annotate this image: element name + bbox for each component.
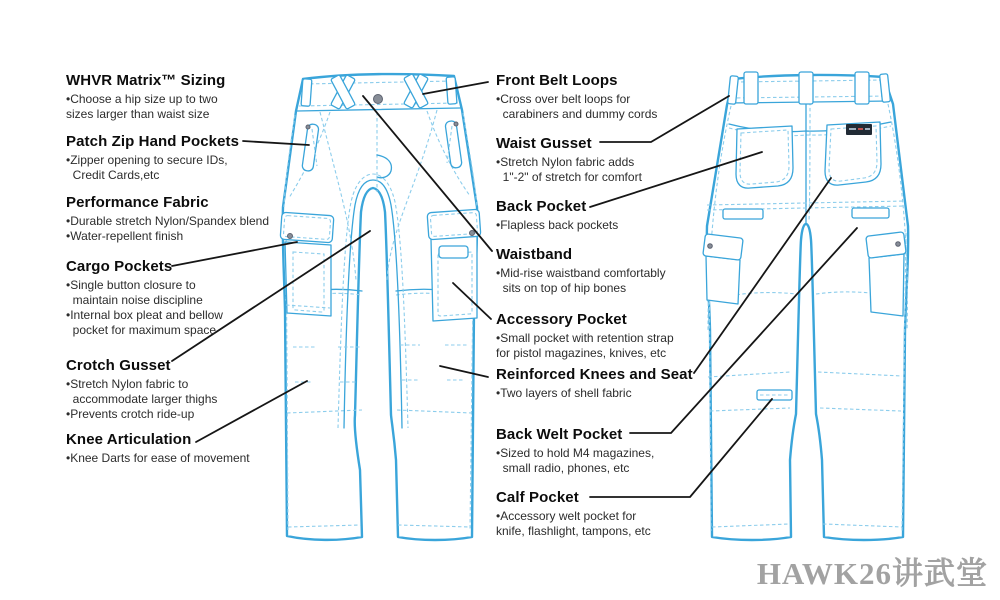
annotation-back-welt-pocket: [496, 427, 654, 476]
watermark: HAWK26讲武堂: [756, 556, 988, 591]
annotation-crotch-gusset: [66, 358, 217, 422]
annotation-line: knife, flashlight, tampons, etc: [496, 524, 651, 538]
annotation-line: •Flapless back pockets: [496, 218, 619, 232]
annotation-line: for pistol magazines, knives, etc: [496, 346, 667, 360]
annotation-line: •Mid-rise waistband comfortably: [496, 266, 666, 280]
annotation-calf-pocket: [496, 490, 651, 539]
back-welt-pocket-right: [852, 208, 889, 218]
back-cargo-pocket-left: [703, 234, 743, 304]
annotation-performance-fabric: [66, 195, 269, 244]
waist-button: [374, 95, 383, 104]
annotation-line: pocket for maximum space: [66, 323, 217, 337]
annotation-line: •Two layers of shell fabric: [496, 386, 632, 400]
annotation-line: •Stretch Nylon fabric adds: [496, 155, 635, 169]
annotation-front-belt-loops: [496, 73, 657, 122]
annotation-whvr-matrix-sizing: [66, 73, 225, 122]
annotation-line: •Stretch Nylon fabric to: [66, 377, 189, 391]
annotation-line: accommodate larger thighs: [66, 392, 218, 406]
back-pocket-right: [825, 122, 881, 185]
annotation-line: small radio, phones, etc: [496, 461, 630, 475]
annotation-title: Accessory Pocket: [496, 311, 627, 328]
annotation-title: WHVR Matrix™ Sizing: [66, 72, 226, 89]
annotation-line: maintain noise discipline: [66, 293, 203, 307]
annotation-title: Back Pocket: [496, 198, 587, 215]
annotation-title: Patch Zip Hand Pockets: [66, 133, 240, 150]
annotation-title: Knee Articulation: [66, 431, 192, 448]
annotation-title: Waist Gusset: [496, 135, 592, 152]
annotation-line: •Choose a hip size up to two: [66, 92, 218, 106]
annotation-title: Cargo Pockets: [66, 258, 173, 275]
annotation-title: Crotch Gusset: [66, 357, 171, 374]
cargo-pocket-right: [427, 209, 481, 321]
annotation-line: •Water-repellent finish: [66, 229, 184, 243]
annotation-line: •Durable stretch Nylon/Spandex blend: [66, 214, 269, 228]
annotation-patch-zip-hand-pockets: [66, 134, 239, 183]
annotation-reinforced-knees-and-seat: [496, 367, 693, 401]
annotation-line: •Single button closure to: [66, 278, 196, 292]
annotation-line: •Knee Darts for ease of movement: [66, 451, 250, 465]
annotation-title: Reinforced Knees and Seat: [496, 366, 693, 383]
annotation-line: sizes larger than waist size: [66, 107, 210, 121]
annotation-line: 1"-2" of stretch for comfort: [496, 170, 642, 184]
annotation-cargo-pockets: [66, 259, 223, 338]
annotation-line: Credit Cards,etc: [66, 168, 160, 182]
annotation-title: Performance Fabric: [66, 194, 209, 211]
calf-pocket: [757, 390, 792, 400]
annotation-back-pocket: [496, 199, 618, 233]
annotation-line: •Sized to hold M4 magazines,: [496, 446, 655, 460]
annotation-accessory-pocket: [496, 312, 674, 361]
back-belt-loops: [728, 72, 891, 104]
annotation-title: Waistband: [496, 246, 573, 263]
pants-front-view: [280, 74, 481, 540]
annotation-line: •Cross over belt loops for: [496, 92, 631, 106]
annotation-line: •Small pocket with retention strap: [496, 331, 674, 345]
annotation-title: Calf Pocket: [496, 489, 579, 506]
annotation-line: sits on top of hip bones: [496, 281, 627, 295]
annotation-line: •Prevents crotch ride-up: [66, 407, 195, 421]
pants-back-view: [703, 72, 908, 540]
brand-tag: [846, 124, 872, 135]
back-welt-pocket-left: [723, 209, 763, 219]
front-belt-loop-left-edge: [301, 79, 312, 107]
annotation-line: •Zipper opening to secure IDs,: [66, 153, 228, 167]
cargo-pocket-left: [280, 212, 334, 316]
annotation-knee-articulation: [66, 432, 250, 466]
annotation-waistband: [496, 247, 666, 296]
annotation-waist-gusset: [496, 136, 642, 185]
annotation-line: carabiners and dummy cords: [496, 107, 658, 121]
front-belt-loop-right-edge: [446, 77, 457, 105]
annotation-title: Front Belt Loops: [496, 72, 618, 89]
annotation-line: •Accessory welt pocket for: [496, 509, 637, 523]
annotation-line: •Internal box pleat and bellow: [66, 308, 223, 322]
annotation-title: Back Welt Pocket: [496, 426, 623, 443]
accessory-pocket: [439, 246, 468, 258]
back-cargo-pocket-right: [866, 232, 906, 316]
